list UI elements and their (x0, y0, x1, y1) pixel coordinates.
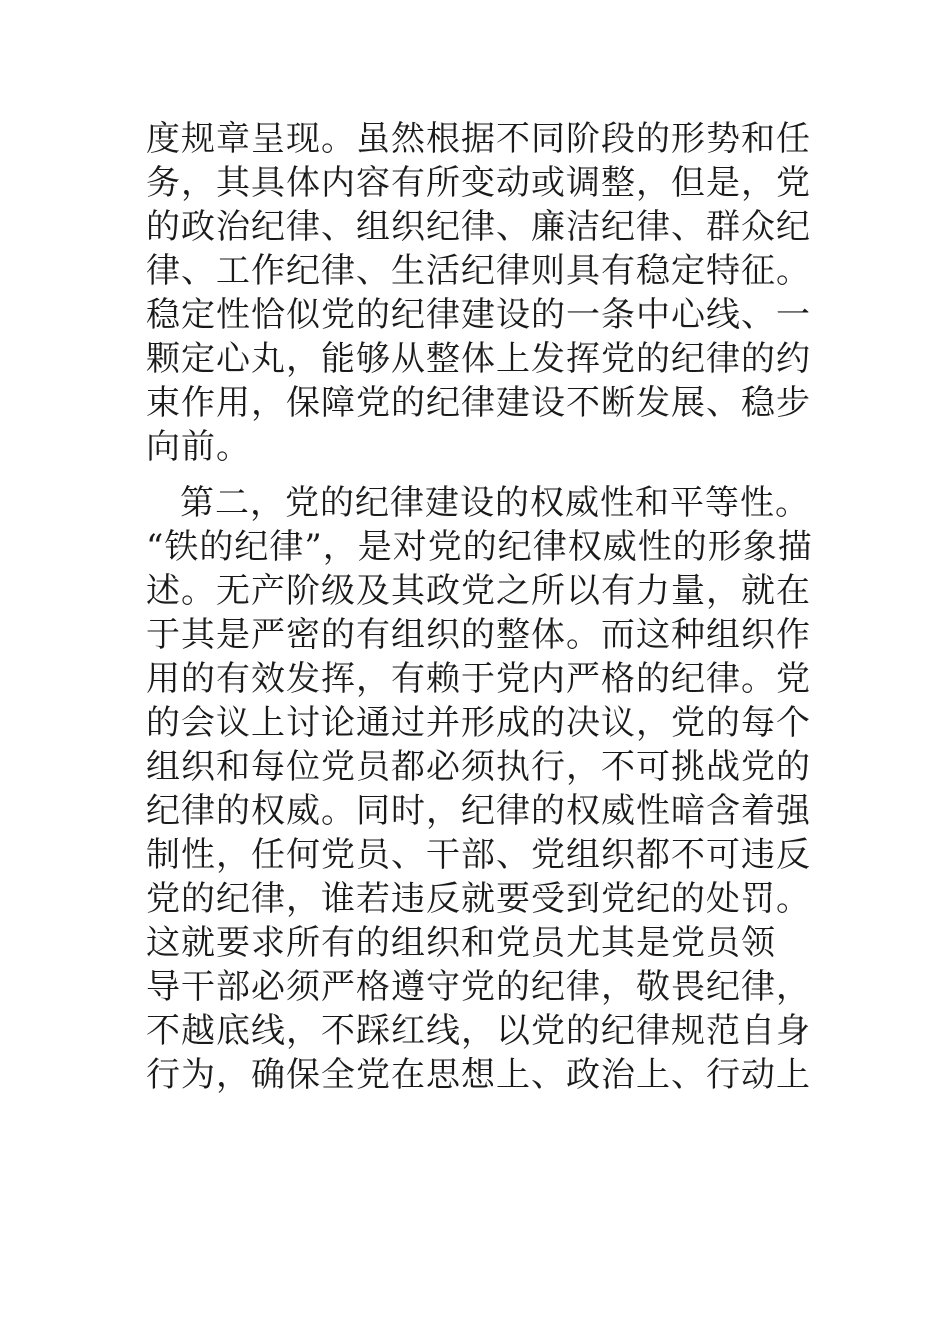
text-line: 不越底线，不踩红线，以党的纪律规范自身 (146, 1011, 811, 1051)
text-line: 向前。 (146, 427, 251, 467)
text-line: “铁的纪律”，是对党的纪律权威性的形象描 (146, 527, 813, 567)
text-line-indented: 第二，党的纪律建设的权威性和平等性。 (180, 483, 810, 523)
text-line: 述。无产阶级及其政党之所以有力量，就在 (146, 571, 811, 611)
text-line: 度规章呈现。虽然根据不同阶段的形势和任 (146, 119, 811, 159)
text-line: 的政治纪律、组织纪律、廉洁纪律、群众纪 (146, 207, 811, 247)
paragraph-stability (146, 117, 814, 469)
text-line: 务，其具体内容有所变动或调整，但是，党 (146, 163, 811, 203)
text-line: 这就要求所有的组织和党员尤其是党员领 (146, 923, 776, 963)
text-line: 用的有效发挥，有赖于党内严格的纪律。党 (146, 659, 811, 699)
text-line: 束作用，保障党的纪律建设不断发展、稳步 (146, 383, 811, 423)
text-line: 颗定心丸，能够从整体上发挥党的纪律的约 (146, 339, 811, 379)
paragraph-authority (146, 481, 814, 1097)
text-line: 制性，任何党员、干部、党组织都不可违反 (146, 835, 811, 875)
text-line: 的会议上讨论通过并形成的决议，党的每个 (146, 703, 811, 743)
text-line: 稳定性恰似党的纪律建设的一条中心线、一 (146, 295, 811, 335)
text-line: 纪律的权威。同时，纪律的权威性暗含着强 (146, 791, 811, 831)
text-line: 组织和每位党员都必须执行，不可挑战党的 (146, 747, 811, 787)
text-line: 行为，确保全党在思想上、政治上、行动上 (146, 1055, 811, 1095)
text-line: 于其是严密的有组织的整体。而这种组织作 (146, 615, 811, 655)
text-line: 导干部必须严格遵守党的纪律，敬畏纪律， (146, 967, 811, 1007)
text-line: 律、工作纪律、生活纪律则具有稳定特征。 (146, 251, 811, 291)
text-line: 党的纪律，谁若违反就要受到党纪的处罚。 (146, 879, 811, 919)
